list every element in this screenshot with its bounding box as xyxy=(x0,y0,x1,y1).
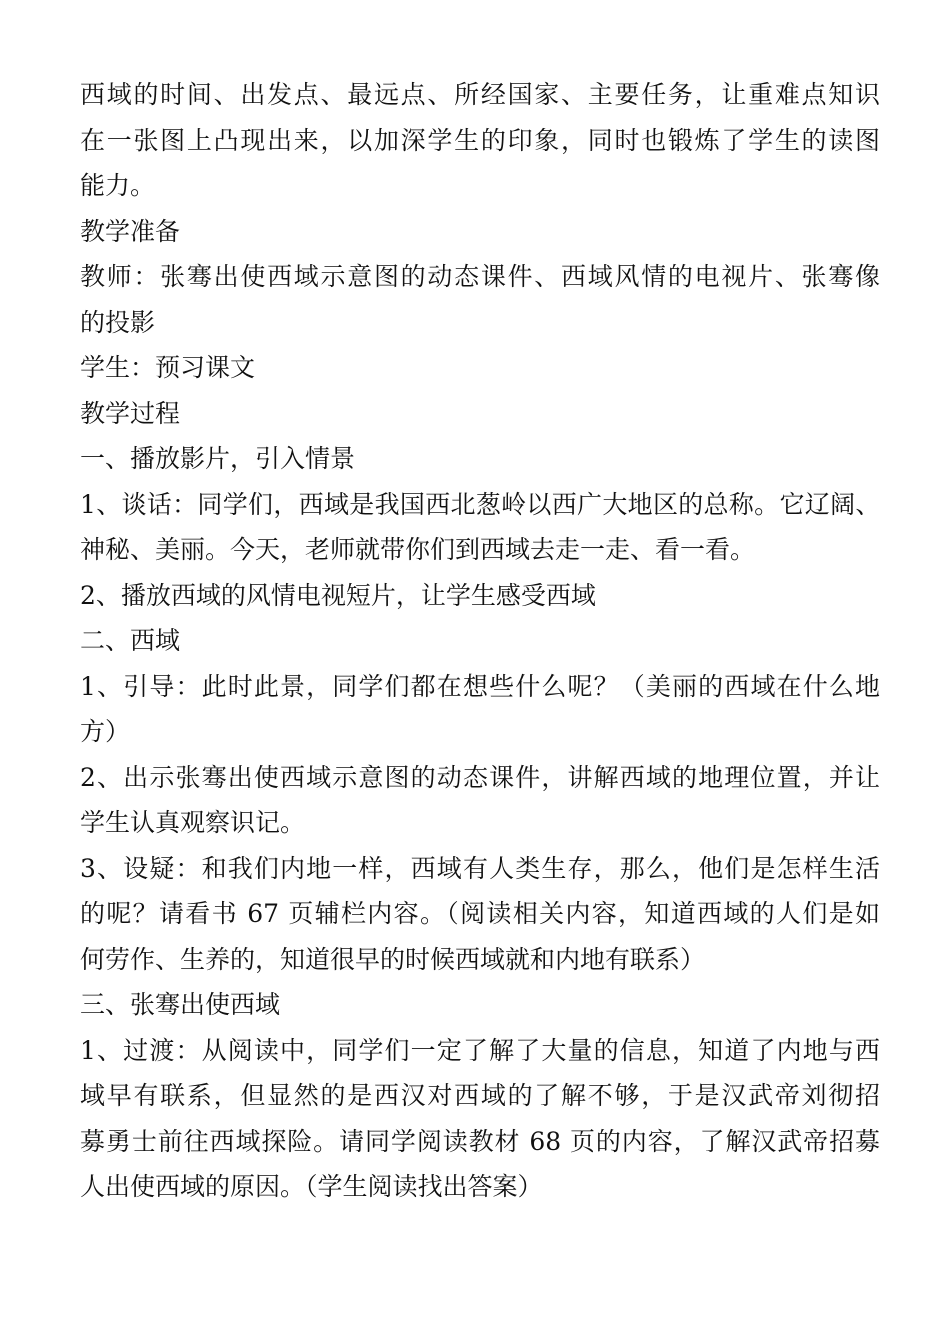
text-line: 教师：张骞出使西域示意图的动态课件、西域风情的电视片、张骞像 xyxy=(80,262,880,291)
section-heading: 一、播放影片，引入情景 xyxy=(80,444,356,473)
section-heading: 三、张骞出使西域 xyxy=(80,990,281,1019)
text-line: 1、引导：此时此景，同学们都在想些什么呢？（美丽的西域在什么地 xyxy=(80,671,880,701)
text-line: 在一张图上凸现出来，以加深学生的印象，同时也锻炼了学生的读图 xyxy=(80,125,880,155)
document-body xyxy=(80,72,880,1210)
text-line: 的呢？请看书 67 页辅栏内容。（阅读相关内容，知道西域的人们是如 xyxy=(80,899,880,928)
text-line: 西域的时间、出发点、最远点、所经国家、主要任务，让重难点知识 xyxy=(80,80,880,109)
section-heading: 教学准备 xyxy=(80,216,181,246)
text-line: 的投影 xyxy=(80,307,156,337)
text-line: 神秘、美丽。今天，老师就带你们到西域去走一走、看一看。 xyxy=(80,535,756,564)
text-line: 人出使西域的原因。（学生阅读找出答案） xyxy=(80,1172,543,1201)
text-line: 学生：预习课文 xyxy=(80,353,256,382)
text-line: 3、设疑：和我们内地一样，西域有人类生存，那么，他们是怎样生活 xyxy=(80,853,880,883)
text-line: 2、播放西域的风情电视短片，让学生感受西域 xyxy=(80,580,596,610)
text-line: 募勇士前往西域探险。请同学阅读教材 68 页的内容，了解汉武帝招募 xyxy=(80,1126,880,1156)
text-line: 方） xyxy=(80,717,131,746)
text-line: 1、谈话：同学们，西域是我国西北葱岭以西广大地区的总称。它辽阔、 xyxy=(80,489,880,519)
text-line: 2、出示张骞出使西域示意图的动态课件，讲解西域的地理位置，并让 xyxy=(80,762,880,792)
text-line: 学生认真观察识记。 xyxy=(80,808,306,837)
section-heading: 二、西域 xyxy=(80,626,181,655)
section-heading: 教学过程 xyxy=(80,398,181,428)
text-line: 能力。 xyxy=(80,171,156,200)
text-line: 何劳作、生养的，知道很早的时候西域就和内地有联系） xyxy=(80,944,706,974)
text-line: 域早有联系，但显然的是西汉对西域的了解不够，于是汉武帝刘彻招 xyxy=(80,1081,880,1110)
text-line: 1、过渡：从阅读中，同学们一定了解了大量的信息，知道了内地与西 xyxy=(80,1035,880,1065)
